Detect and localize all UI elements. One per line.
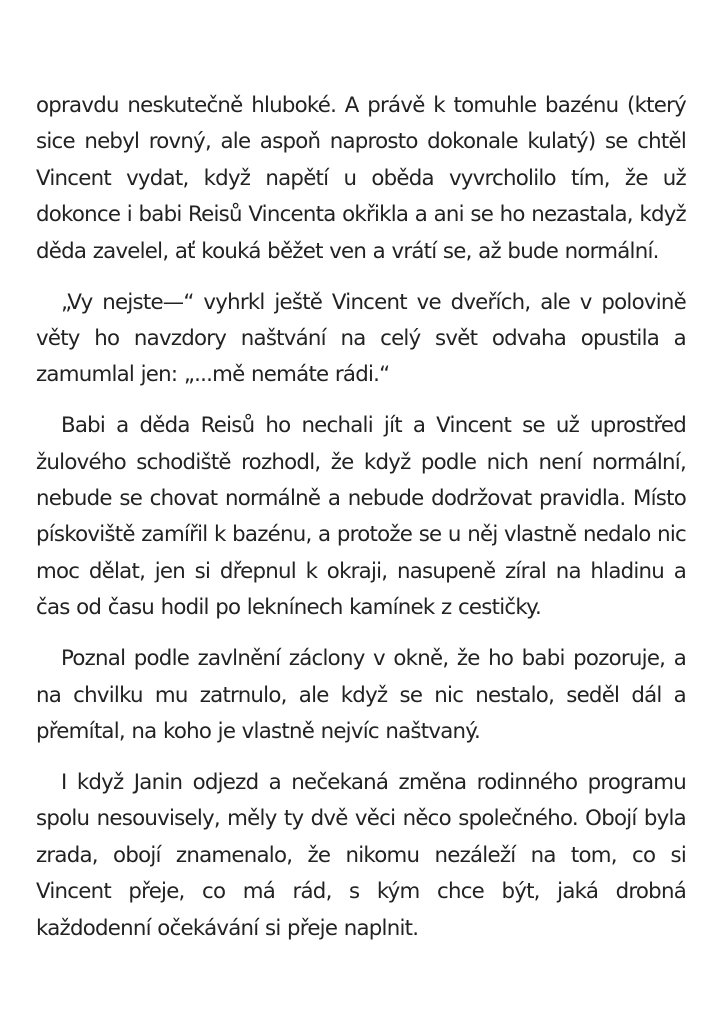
paragraph-2: „Vy nejste—“ vyhrkl ještě Vincent ve dveřích, ale v polovině věty ho navzdory naštvání na celý svět odvaha opustila a zamumlal jen: „...mě nemáte rádi.“ [36, 289, 686, 388]
book-page-text [36, 88, 686, 961]
paragraph-5: I když Janin odjezd a nečekaná změna rodinného programu spolu nesouvisely, měly ty dvě věci něco společného. Obojí byla zrada, obojí znamenalo, že nikomu nezáleží na tom, co si Vincent přeje, co má rád, s kým chce být, jaká drobná každodenní očekávání si přeje naplnit. [36, 769, 686, 941]
paragraph-1: opravdu neskutečně hluboké. A právě k tomuhle bazénu (který sice nebyl rovný, ale aspoň naprosto dokonale kulatý) se chtěl Vincent vydat, když napětí u oběda vyvrcholilo tím, že už dokonce i babi Reisů Vincenta okřikla a ani se ho nezastala, když děda zavelel, ať kouká běžet ven a vrátí se, až bude normální. [36, 93, 686, 264]
paragraph-4: Poznal podle zavlnění záclony v okně, že ho babi pozoruje, a na chvilku mu zatrnulo, ale když se nic nestalo, seděl dál a přemítal, na koho je vlastně nejvíc naštvaný. [36, 646, 686, 744]
paragraph-3: Babi a děda Reisů ho nechali jít a Vincent se už uprostřed žulového schodiště rozhodl, že když podle nich není normální, nebude se chovat normálně a nebude dodržovat pravidla. Místo pískoviště zamířil k bazénu, a protože se u něj vlastně nedalo nic moc dělat, jen si dřepnul k okraji, nasupeně zíral na hladinu a čas od času hodil po leknínech kamínek z cestičky. [36, 413, 686, 621]
